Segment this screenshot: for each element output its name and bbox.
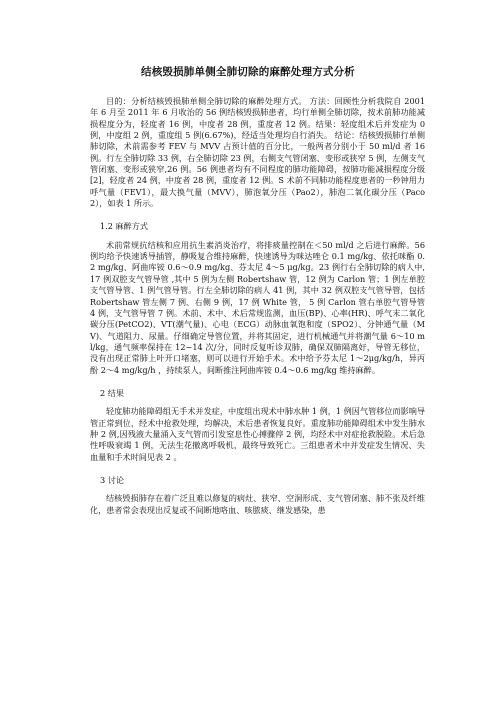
document-title: 结核毁损肺单侧全肺切除的麻醉处理方式分析 [141,66,355,78]
section-heading-anesthesia: 1.2 麻醉方式 [100,221,149,232]
document-body [90,96,425,516]
section-heading-discussion: 3 讨论 [100,474,125,485]
results-paragraph: 轻度肺功能障碍组无手术并发症，中度组出现术中肺水肿 1 例，1 例因气管移位而影响导管正常到位，经术中抢救处理，均解决，术后患者恢复良好。重度肺功能障碍组术中发生肺水肿 2 例,因残液大量涌入支气管而引发窒息性心搏骤停 2 例，均经术中对症抢救脱险。术后急性呼吸衰竭 1 例，无法生花撤离呼吸机，最终导致死亡。三组患者术中并发症发生情况、失血量和手术时间见表 2 。 [90,406,425,462]
discussion-paragraph: 结核毁损肺存在着广泛且难以修复的病灶、狭窄、空洞形成、支气管闭塞、肺不张及纤维化，患者常会表现出反复或不间断地咯血、咳脓痰、继发感染，患 [90,493,425,515]
anesthesia-paragraph: 术前常规抗结核和应用抗生素消炎治疗，将排痰量控制在＜50 ml/d 之后进行麻醉。56 例均给予快速诱导插管，静吸复合维持麻醉，快速诱导为咪达唑仑 0.1 mg/kg、依托咪酯 0.2 mg/kg、阿曲库铵 0.6～0.9 mg/kg、芬太尼 4～5 μg/kg。23 例行右全肺切除的病人中,17 例双腔支气管导管 ,其中 5 例为左侧 Robertshaw 管，12 例为 Carlon 管；1 例左单腔支气管导管、1 例气管导管。行左全肺切除的病人 41 例，其中 32 例双腔支气管导管，包括 Robertshaw 管左侧 7 例、右侧 9 例，17 例 White 管， 5 例 Carlon 管右单腔气管导管 4 例，支气管导管 7 例。术前、术中、术后常规监测，血压(BP)、心率(HR)、呼气末二氧化碳分压(PetCO2)、VT(潮气量)、心电（ECG）动脉血氧饱和度（SPO2）、分钟通气量（MV)、气道阻力、尿量。仔细确定导管位置，并将其固定，进行机械通气并将潮气量 6～10 ml/kg，通气频率保持在 12~14 次/分，同时反复听诊双肺，确保双肺隔离好，导管无移位，没有出现正常肺上叶开口堵塞，则可以进行开始手术。术中给予芬太尼 1～2μg/kg/h，异丙酚 2～4 mg/kg/h ，持续泵人，间断推注阿曲库铵 0.4～0.6 mg/kg 维持麻醉。 [90,239,425,375]
abstract-paragraph: 目的：分析结核毁损肺单侧全肺切除的麻醉处理方式。 方法：回顾性分析我院自 2001 年 6 月至 2011 年 6 月收治的 56 例结核毁损肺患者，均行单侧全肺切除，按术前肺功能减损程度分为，轻度者 16 例，中度者 28 例，重度者 12 例。结果：轻度组术后并发症为 0 例，中度组 2 例，重度组 5 例(6.67%)，经适当处理均自行消失。 结论：结核毁损肺行单侧肺切除，术前需参考 FEV 与 MVV 占预计值的百分比，一般两者分别小于 50 ml/d 者 16 例。行左全肺切除 33 例，右全肺切除 23 例，右侧支气管闭塞、变形或狭窄 5 例，左侧支气管闭塞、变形或狭窄,26 例。56 例患者均有不同程度的肺功能障碍，按肺功能减损程度分级[2]，轻度者 24 例，中度者 28 例，重度者 12 例。S 术前不同肺功能程度患者的一秒钟用力呼气量（FEV1），最大换气量（MVV），肺泡氧分压（Pao2），肺泡二氧化碳分压（Paco2），如表 1 所示。 [90,96,425,209]
section-heading-results: 2 结果 [100,387,125,398]
